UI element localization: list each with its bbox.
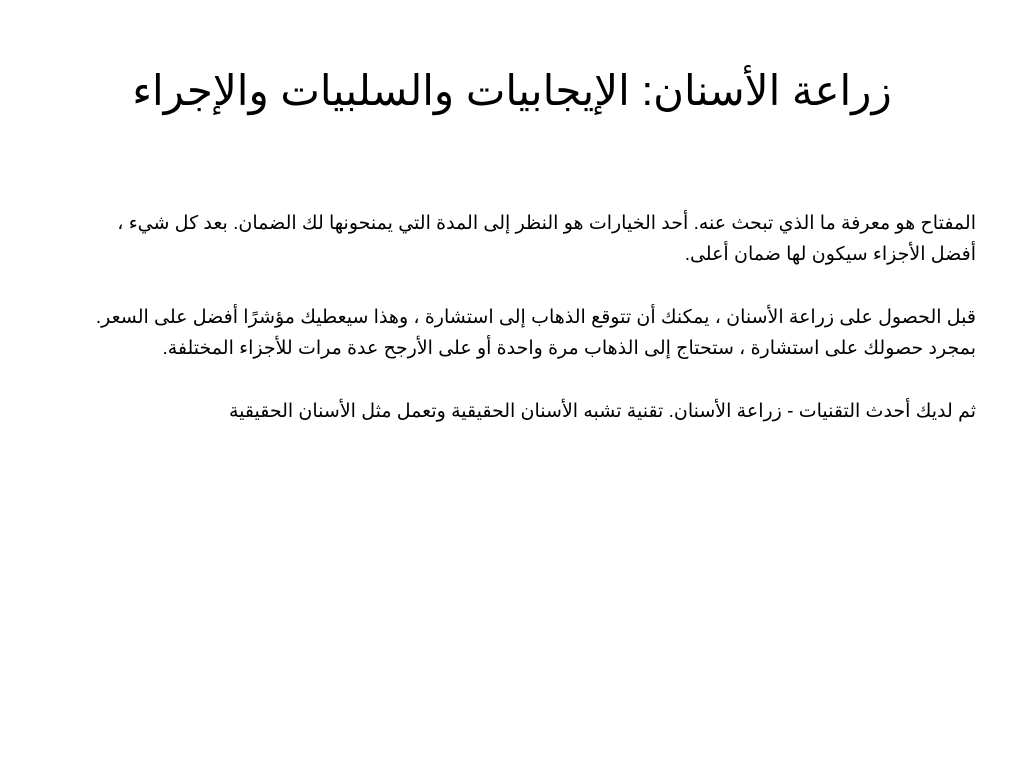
body-paragraph-2: قبل الحصول على زراعة الأسنان ، يمكنك أن تتوقع الذهاب إلى استشارة ، وهذا سيعطيك مؤشرًا أفضل على السعر. بمجرد حصولك على استشارة ، ستحتاج إلى الذهاب مرة واحدة أو على الأرجح عدة مرات للأجزاء المختلفة. bbox=[95, 307, 976, 359]
body-paragraph-1: المفتاح هو معرفة ما الذي تبحث عنه. أحد الخيارات هو النظر إلى المدة التي يمنحونها لك الضمان. بعد كل شيء ، أفضل الأجزاء سيكون لها ضمان أعلى. bbox=[117, 213, 976, 265]
slide-body bbox=[80, 208, 976, 459]
body-paragraph-3: ثم لديك أحدث التقنيات - زراعة الأسنان. تقنية تشبه الأسنان الحقيقية وتعمل مثل الأسنان الحقيقية bbox=[228, 401, 976, 422]
slide-title: زراعة الأسنان: الإيجابيات والسلبيات والإجراء bbox=[132, 67, 892, 114]
